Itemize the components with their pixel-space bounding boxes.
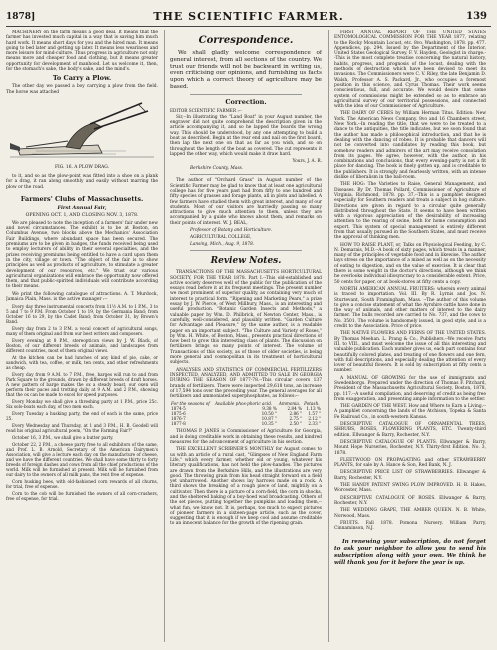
subscription-notice: In renewing your subscription, do not forget to ask your neighbor to allow you to send his subscription along with your own. We think he will thank you for it before the year is up. [334, 539, 486, 566]
divider [190, 94, 302, 95]
header-year: 1878] [6, 12, 36, 22]
review-dairy-of-ceres: THE DAIRY OF CERES by William Herman Titus. Edition: New York. The American News Company. 8vo and 16 Chambers street, New York.--In reading the title, that we were to be treated to a dance to the antiquities, the title indicates, but we soon found that the author has made a philosophical introduction, and that he is dealing with the dancing of robes. It is probable that dancers will not be converted into candidates by reading this book, but somehow readers and admirers of the art may receive consolation from its pages. We agree, however, with the author, in his combinations and conclusions, that every evening-party is not a fit place for dancing. The book is finely gotten up, and is creditable to the publishers. It is strongly and fearlessly written, with an intense dislike of liberalism in the ball-room. [334, 111, 486, 181]
table-cell: 9.38 % [262, 406, 277, 412]
review-transactions: TRANSACTIONS OF THE MASSACHUSETTS HORTICULTURAL SOCIETY, FOR THE YEAR 1878. Part I.--This old-established and active society deserves well of the public for the publication of the essays read before it at its frequent meetings. The present number we most prominent of superior quality, as containing very much of interest to practical form. "Ripening and Marketing Pears," a prize essay by J. W. Pierce, of West Millbury, Mass., is an interesting and useful production. "Botanic Garden Insects and Methods," a valuable paper by Wm. D. Philbrick, of Newton Center, Mass., is carefully, well-considered, and plausibly written. "Garden Culture for Advantage and Pleasure," by the same author, is a readable paper on an important subject. "The Culture and Variety of Roses," by Wm. H. White, of Boston, Mass., presents practical directions of how best to grow this interesting class of plants. The discussion on fertilizers brings so many points of interest. The volume of Transactions of this society, as of those of older societies, is being more general and cosmopolitan in its treatment of horticultural subjects. [170, 270, 322, 366]
clubs-paragraph-6: At the kitchen can be had lunches of any kind of pie, cake, or sandwich, with tea, coffee, or milk, ten cents, and other refreshments as cheap. [6, 355, 158, 371]
machinery-paragraph: MACHINERY on the farm means a good deal. It means that the farmer has invested much capital in a way that is saving him much hard work. It means short days for you and the hired man. It means going to bed later and getting up later. It means less weariness and more leisure for mind-culture. Thus progress in agriculture not only means more and cheaper food and clothing, but it means greater opportunity for development of manhood. Let us welcome it, then, for the stomach's sake, the body's sake, and the mind's. [6, 30, 158, 73]
plow-paragraph-1: The other day we passed a boy carrying a plow from the field. The horse was attached [6, 84, 158, 95]
plow-drag-illustration [6, 97, 158, 163]
plow-article-title: To Carry a Plow. [52, 74, 112, 83]
clubs-paragraph-11: October 16, 3 P.M., we shall give a butter party. [12, 435, 114, 441]
farmers-clubs-title: Farmers' Clubs of Massachusetts. [20, 194, 144, 203]
review-fertilizers: ANALYSES AND STATISTICS OF COMMERCIAL FERTILIZERS INSPECTED, ANALYZED, AND ADMITTED TO SALE IN GEORGIA DURING THE SEASON OF 1877-78.--This circular covers 137 brands of fertilizers. There were inspected 29,618 tons, an increase of 17,594 tons over the preceding year. The general averages for all fertilizers and ammoniated superphosphates, as follows:-- [170, 367, 322, 400]
clubs-paragraph-3: Every day three instrumental concerts from 11½ A.M. to 1 P.M., 3 to 5 and 7 to 9 P.M. From October 1 to 19, by the Germania Band; from October 16 to 29, by the Cadet Band; from October 31, by Brown's Band. [6, 304, 158, 325]
table-cell: 2.75 " [289, 416, 303, 422]
clubs-paragraph-7: Every day from 9 A.M. to 7 P.M., free, barges will run to and from Park Square to the grounds, drawn by different breeds of draft horses. A new pattern of barge makes the ox a steady beast, our oxen will perform their paces and trotting daily at 9 A.M. and 2 P.M., showing that the ox can be made to excel for speed purposes. [6, 372, 158, 398]
newspaper-page [6, 4, 491, 646]
review-scribners: THE EXCELLENT SCRIBNER'S MONTHLY for August comes to us with an article of a rural cast, "Glimpses of New England Farm Life," which every farmer, whether old or young, whatever his literary qualifications, has not held the plow-handles. The pictures are drawn from the Berkshire Hills, and the illustrations are very good. The throwing grain from his head straight forward on a field yet unharrowed. Another shows lay harrows made on a rock. A third shows the breaking of a rough piece of land, mightily on a cultivator. Then there is a picture of a corn-field, the corn in shocks, and the sheltered baking of a boy-hoed wad broadcasting. Others of the set pieces, putting together the pumpkins and loading them,--what fun, we know not. It is, perhaps, too much to expect pictures of pioneer farmers in a sixteen-page article, such as the cover, suggesting that it is enough if we keep cool and assume creditable to an innocent balance for the growth of the ripening grain. [170, 447, 322, 527]
column-3 [334, 30, 486, 642]
correction-place: Berkshire County, Mass. [190, 166, 244, 172]
divider [190, 250, 302, 251]
fair-dates: OPENING OCT. 1, AND CLOSING NOV. 3, 1878. [25, 212, 139, 218]
column-divider [328, 30, 329, 642]
plow-paragraph-2: to it, and so as the plow-point was fitted into a shoe on a plank for a drag, it ran along smoothly and easily without marring the plow or the road. [6, 173, 158, 190]
table-cell: 10.87 " [261, 416, 277, 422]
divider [190, 174, 302, 175]
table-header-cell: For the seasons of [171, 401, 210, 407]
table-cell: 2.86 " [289, 411, 303, 417]
column-1 [6, 30, 158, 642]
column-divider [164, 30, 165, 642]
table-header-cell: Ammonia. [278, 401, 301, 407]
first-annual-fair-subtitle: First Annual Fair, [57, 204, 107, 211]
clubs-paragraph-9: Every Tuesday a husking party, the end of each is the same, price 25. [6, 411, 158, 422]
table-cell: 1875-6 [171, 411, 186, 417]
table-header-cell: Potash. [304, 401, 320, 407]
review-the-hog: THE HOG: The Varieties to Raise, General Management, and Diseases. By Dr. Thomas Pollard, Commissioner of Agriculture of Virginia. Richmond, 1878. pp. 37.--This is a pamphlet designed especially for Southern readers and treats a subject in hog culture. Directions are given in regard to a circular quite generally distributed throughout the State. It seems to have been written with a vigorous appreciation of the desirability of increasing attention to the rearing of swine, both for home consumption and export. This system of special management is entirely different from that usually pursued in the Southern States, and must receive the approval of thinking men. [334, 182, 486, 241]
column-2 [170, 30, 322, 642]
catalogue-plants: DESCRIPTIVE CATALOGUE OF PLANTS. Ellwanger & Barry, Mount Hope Nurseries, Rochester, N.Y. Thirty-first Edition. No. 3, 1878. [334, 439, 486, 456]
review-garden-of-west: THE GARDEN OF THE WEST. How and Where to Earn a Living.--A pamphlet concerning the lands of the Atchison, Topeka & Santa Fe Railroad Co., in south-western Kansas. [334, 404, 486, 420]
table-header-cell: Available phos-phoric acid. [214, 401, 273, 407]
review-annual-fruiters: NORTH AMERICAN ANNUAL FRUITERS: wherein every animal is traced to importation. Vol. III. By R. Lyrnis and Jos. N. Sturtevant, South Framingham, Mass. --The author of this volume to give a concise statement of what the Ayrshire cattle have done in the way of animals, and other matters of interest to the dairy farmer. The bulls recorded are carried to No. 737, and the cows to No. 3501. The volume is handsomely issued, in good style, and is a credit to the Association. Price of price. [334, 286, 486, 330]
clubs-paragraph-5: Every evening at 8 P.M., stereopticon views by J. W. Black, of Boston, of our different breeds of animals, and landscapes from different countries, most of them original views. [6, 338, 158, 354]
correction-salutation: EDITOR SCIENTIFIC FARMER :-- [170, 107, 242, 113]
table-cell: 1.13 % [306, 406, 321, 412]
table-cell: 10.35 " [261, 421, 277, 427]
plow-drag-icon [6, 97, 158, 163]
orchard-signature-date: Lansing, Mich., Aug. 9, 1878. [190, 242, 255, 248]
catalogue-fruits: FRUITS. Fall 1878. Pomona Nursery. William Parry, Cinnaminson, N.J. [334, 520, 486, 532]
catalogue-ornamental: DESCRIPTIVE CATALOGUE OF ORNAMENTAL TREES, SHRUBS, ROSES, FLOWERING PLANTS, ETC. Twenty-third edition. Ellwanger & Barry, Rochester, N.Y. [334, 422, 486, 438]
header-title: THE SCIENTIFIC FARMER. [153, 10, 344, 23]
review-entomological: FIRST ANNUAL REPORT OF THE UNITED STATES ENTOMOLOGICAL COMMISSION FOR THE YEAR 1877, relating to the Rocky Mountain Locust, etc. 8vo. Washington, 1878. pp. 477. Appendices, pp. 294. Issued by the Department of the Interior, United States Geological Survey. F. V. Hayden, Geologist in charge.--This is the most complete treatise concerning the natural history, habits, progress, and prognosis of the locust, dealing with the methods of destruction which have been devised to meet its invasions. The Commissioners were C. V. Riley, the late Benjamin D. Walsh, Professor A. S. Packard, Jr., who occupies a foremost position in this science, and Cyrus Thomas. Their work seems conscientious, full, and accurate. We would desire that some system of commissions might be extended so as to embrace an agricultural survey of our territorial possessions, and connected with the idea of our Commissioner of Agriculture. [334, 30, 486, 110]
clubs-paragraph-1: We are pleased to note the inception of a farmers' fair under new and novel circumstances. The exhibit is to be at Boston, on Columbus Avenue, two blocks above the Mechanics' Association Fair Buildings, where abundant space has been secured. The premiums are to be given in badges, the funds received being used to employ lecturers of ability in their several specialties, and the prizes receiving premiums being entitled to have a card upon them in the city, village or town. "The object of the fair is to show principles as well as products of agriculture, to stimulate a greater development of our resources, etc." We trust our various agricultural organizations will embrace the opportunity now offered them, and that public-spirited individuals will contribute according to their means. [6, 220, 158, 290]
clubs-paragraph-4: Every day from 2 to 3 P.M. a vocal concert of agricultural songs, many of them original and from our best writers and composers. [6, 326, 158, 337]
table-cell: 1874-5 [171, 406, 186, 412]
clubs-paragraph-2: We print the following catalogue of attractions. A. T. Murdock, Jamaica Plain, Mass. is the active manager :-- [6, 291, 158, 303]
figure-caption: FIG. 16. A PLOW DRAG. [55, 164, 109, 170]
correspondence-heading: Correspondence. [198, 35, 294, 46]
correspondence-intro: We shall gladly welcome correspondence of general interest, from all sections of the country. We trust our friends will not be backward in writing us, even criticising our opinions, and furnishing us facts upon which a correct theory of agriculture may be based. [170, 50, 322, 90]
clubs-paragraph-13: Corn husking bees, with old-fashioned corn rewards of all churns, for trial, free of expense. [6, 479, 158, 490]
review-manual: A MANUAL OF GROWING for the use of immigrants and Swedenborgs. Prepared under the direction of Thomas F. Pitchard, President of the Massachusetts Agricultural Society, Boston, 1878, pp. 117.--A useful compilation, and deserving of credit as being free from exaggeration, and presenting ample information to the settler. [334, 375, 486, 402]
clubs-paragraph-12: October 22, 2 P.M., a cheese party free to all exhibitors of the same, and Prof. L. B. Arnold, Secretary of the American Dairymen's Association, will give a lecture each day on the manufacture of cheese, and we have the different countries. We shall have some thirty to forty breeds of foreign dashes and cows from all the chief productions of the world. Milk will be furnished at present. Milk will be furnished from our dairy to the owners of all milk pans, the rent free of expense. [6, 442, 158, 478]
catalogue-swing-plow: THE HANDY PATENT SWING PLOW IMPROVED. H. B. Hakes, Worcester, Mass. [334, 483, 486, 494]
correction-title: Correction. [225, 97, 267, 106]
clubs-paragraph-8: Every Monday we shall give a threshing party at 1 P.M., price 25c. Six solo-boats each day, of two men each. [6, 399, 158, 410]
page-header [6, 4, 491, 27]
header-page-number: 139 [466, 11, 487, 22]
review-janes: THOMAS P. JANES is Commissioner of Agriculture for Georgia, and is doing creditable work in obtaining these results, and kindred measures for the advancement of agriculture in his section. [170, 429, 322, 446]
table-cell: 2.33 " [308, 421, 321, 427]
table-cell: 10.50 " [261, 411, 277, 417]
orchard-signature-college: AGRICULTURAL COLLEGE, [190, 235, 252, 241]
clubs-paragraph-10: Every Wednesday and Thursday, at 1 and 3 P.M., H. B. Goodell will read his original agricultural poem, "On the Farming Fair?" [6, 423, 158, 434]
table-row [170, 421, 322, 426]
table-cell: 2.84 % [287, 406, 303, 412]
table-cell: 1877-8 [171, 421, 186, 427]
table-cell: 1876-7 [171, 416, 186, 422]
table-cell: 2.50 " [289, 421, 303, 427]
fertilizer-averages-table [170, 401, 322, 426]
catalogue-wedding-grape: THE WEDDING GRAPE, THE AMBER QUEEN. N. B. White, Norwood, Mass. [334, 508, 486, 519]
table-cell: 1.57 " [308, 411, 321, 417]
catalogue-strawberry-plants: FLEETWOOD ON PROPAGATING and other STRAWBERRY PLANTS, for sale by A. Hance & Son, Red Bank, N. J. [334, 457, 486, 469]
review-how-to-raise: HOW TO RAISE PLANT, or, Talks on Physiological Feeding, by C. N. Demarais, M.D.--A book of sixty pages, which treats in a manner, many of the principles of vegetable food and in likewise. The author lays stress on the importance of a mixed as well as on the necessity of eating to digestion, and on the value of exercise. It is clear that there is some weight in the doctor's directions, although we think he overlooks individual idiosyncrasy to a considerable extent. Price, 50 cents for paper, or at book-stores at fifty cents a copy. [334, 242, 486, 285]
clubs-paragraph-14: Corn to the cob will be furnished the owners of all corn-crushers, free of expense, for trial. [6, 491, 158, 502]
review-native-flowers: THE NATIVE FLOWERS AND FERNS OF THE UNITED STATES. By Thomas Meehan. L. Prang & Co., Publishers.--We receive Parts III. to VIII., and must welcome the issue of all this interesting and valuable publication. Each number gives us, each part contains four beautifully colored plates, and treating of one flowers and one fern, with full descriptions, and especially dealing the attention of every lover of beautiful flowers. It is sold by subscription at fifty cents a number. [334, 331, 486, 374]
review-notes-heading: Review Notes. [210, 256, 282, 267]
orchard-signature-title: Professor of Botany and Horticulture. [190, 228, 273, 234]
catalogue-strawberries: DESCRIPTIVE PRICE LIST OF STRAWBERRIES. Ellwanger & Barry, Rochester, N.Y. [334, 470, 486, 481]
orchard-grass-letter: The author of "Orchard Grass" in August number of the Scientific Farmer may be glad to know that at least one agricultural college has for five years past had from fifty to one hundred and fifty species of grasses and forage plants, all in plots and labelled. A few farmers have studied them with great interest, and many of our students. Most of our visitors are hurriedly passing so many attractions to give much attention to them, unless they are accompanied by a guide who knows about them, and remarks on their points of interest. W. J. BEAL, [170, 178, 322, 226]
table-cell: 2.12 " [308, 416, 321, 422]
catalogue-roses: DESCRIPTIVE CATALOGUE OF ROSES. Ellwanger & Barry, Rochester, N.Y. [334, 495, 486, 506]
correction-body: Sir,--In illustrating the "Land Boat" in your August number, the engraver did not quite comprehend the description given in the article accompanying it, and so he lapped the boards the wrong way. This should be understood, by any one attempting to build a boat as described. Begin at the rear end and nail on the first board, then lap the next one on that as far as you wish, and so on throughout the length of the boat as covered. The cut represents it lapped the other way, which would make it draw hard. [170, 114, 322, 157]
correction-signature: Yours, J. A. R. [292, 159, 322, 165]
